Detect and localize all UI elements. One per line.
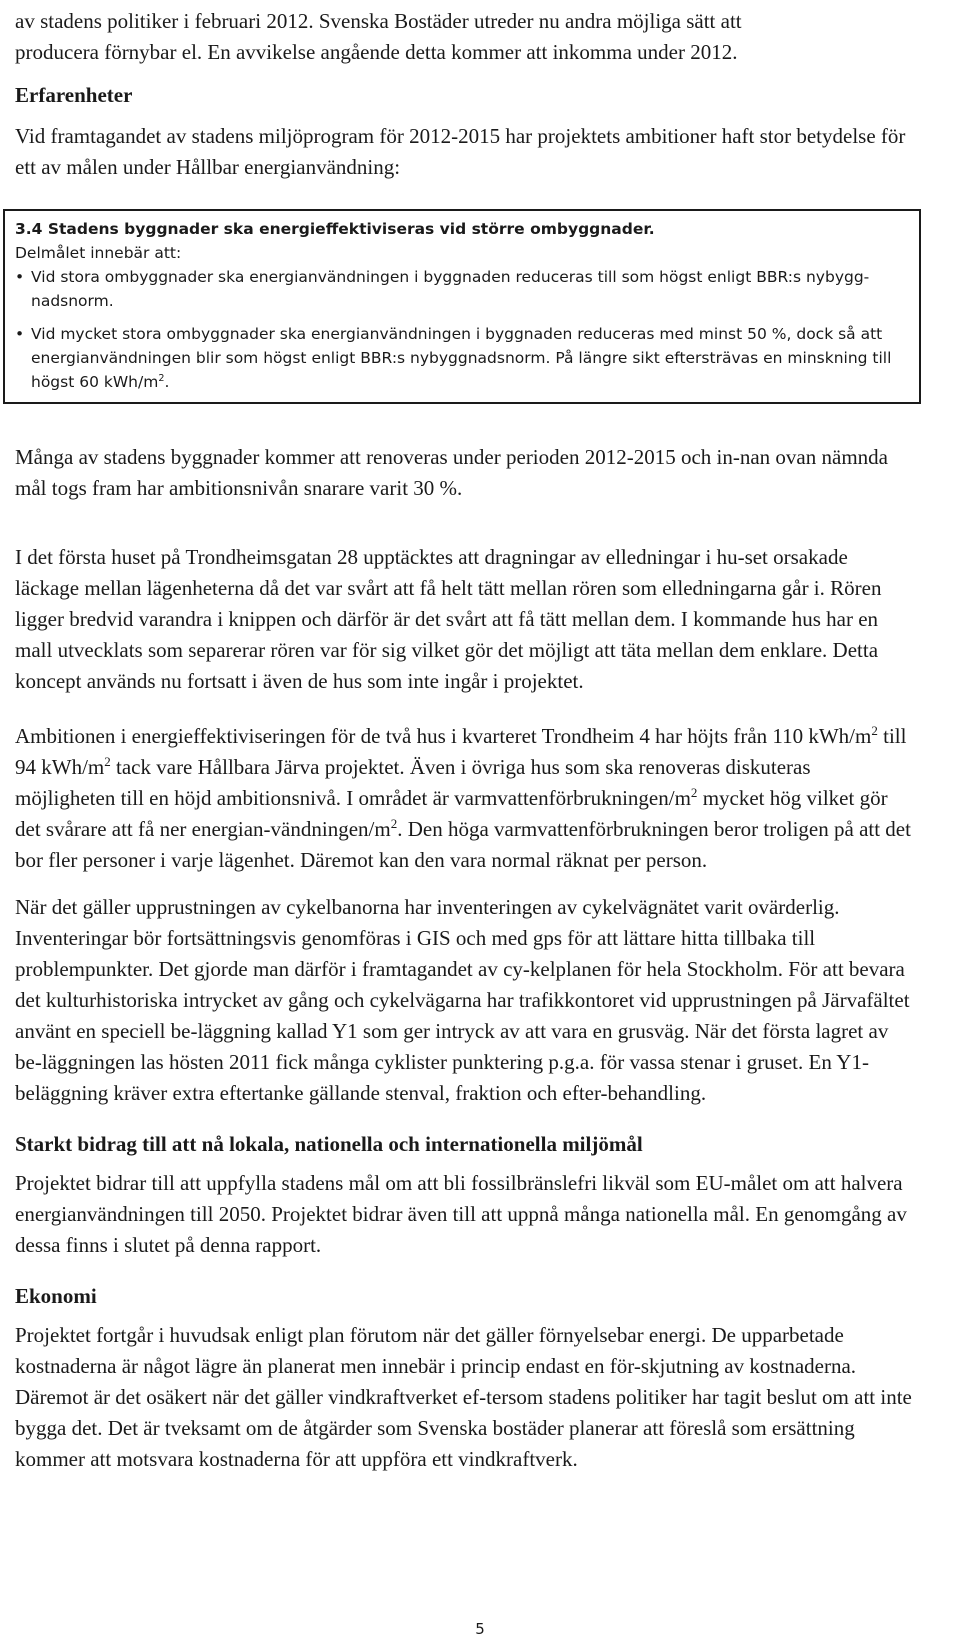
goal-bullet-1 [15, 265, 909, 313]
renovation-paragraph: Många av stadens byggnader kommer att renoveras under perioden 2012-2015 och in-nan ovan nämnda mål togs fram har ambitionsnivån snarare varit 30 %. [15, 445, 888, 500]
goal-bullet-1-text: Vid stora ombyggnader ska energianvändningen i byggnaden reduceras till som högst enligt BBR:s nybygg-nadsnorm. [31, 268, 870, 310]
erfarenheter-heading: Erfarenheter [15, 83, 133, 107]
ambition-text-d: mycket hög vilket gör det svårare att få ner energian-vändningen/m [15, 786, 888, 841]
bidrag-heading: Starkt bidrag till att nå lokala, nationella och internationella miljömål [15, 1132, 643, 1156]
ekonomi-paragraph: Projektet fortgår i huvudsak enligt plan förutom när det gäller förnyelsebar energi. De upparbetade kostnaderna är något lägre än planerat men innebär i princip endast en för-skjutning av kostnaderna. Däremot är det osäkert när det gäller vindkraftverket ef-tersom stadens politiker har tagit beslut om att inte bygga det. Det är tveksamt om de åtgärder som Svenska bostäder planerar att föreslå som ersättning kommer att motsvara kostnaderna för att uppföra ett vindkraftverk. [15, 1323, 912, 1471]
intro-paragraph [15, 0, 915, 68]
ambition-sup-3: 2 [690, 785, 698, 800]
page-number: 5 [475, 1620, 485, 1638]
ambition-text-e: . Den höga varmvattenförbrukningen beror troligen på att det bor fler personer i varje lägenhet. Däremot kan den vara normal räknat per person. [15, 817, 911, 872]
goal-title: 3.4 Stadens byggnader ska energieffektiviseras vid större ombyggnader. [15, 220, 655, 238]
cykel-paragraph: När det gäller upprustningen av cykelbanorna har inventeringen av cykelvägnätet varit ovärderlig. Inventeringar bör fortsättningsvis genomföras i GIS och med gps för att lättare hitta tillbaka till problempunkter. Det gjorde man därför i framtagandet av cy-kelplanen för hela Stockholm. För att bevara det kulturhistoriska intrycket av gång och cykelvägarna har trafikkontoret vid upprustningen på Järvafältet använt en speciell be-läggning kallad Y1 som ger intryck av att vara en grusväg. När det första lagret av be-läggningen las hösten 2011 fick många cyklister punktering p.g.a. för vassa stenar i gruset. En Y1-beläggning kräver extra eftertanke gällande stenval, fraktion och efter-behandling. [15, 895, 910, 1105]
bidrag-paragraph: Projektet bidrar till att uppfylla stadens mål om att bli fossilbränslefri likväl som EU-målet om att halvera energianvändningen till 2050. Projektet bidrar även till att uppnå många nationella mål. En genomgång av dessa finns i slutet på denna rapport. [15, 1171, 907, 1257]
trondheim-paragraph: I det första huset på Trondheimsgatan 28 upptäcktes att dragningar av elledningar i hu-set orsakade läckage mellan lägenheterna då det var svårt att få helt tätt mellan rören som elledningarna går i. Rören ligger bredvid varandra i knippen och därför är det svårt att få tätt mellan dem. I kommande hus har en mall utvecklats som separerar rören var för sig vilket gör det möjligt att täta mellan dem enklare. Detta koncept används nu fortsatt i även de hus som inte ingår i projektet. [15, 545, 882, 693]
goal-intro: Delmålet innebär att: [15, 244, 182, 262]
goal-bullet-2 [15, 322, 909, 394]
ambition-sup-4: 2 [390, 816, 398, 831]
erfarenheter-paragraph: Vid framtagandet av stadens miljöprogram för 2012-2015 har projektets ambitioner haft stor betydelse för ett av målen under Hållbar energianvändning: [15, 124, 906, 179]
goal-box [3, 209, 921, 404]
goal-bullet-2-sup: 2 [158, 372, 165, 384]
ambition-paragraph [15, 721, 915, 876]
ekonomi-heading: Ekonomi [15, 1284, 97, 1308]
goal-bullet-2-end: . [164, 373, 170, 391]
ambition-text-a: Ambitionen i energieffektiviseringen för de två hus i kvarteret Trondheim 4 har höjts från 110 kWh/m [15, 724, 872, 748]
document-page [15, 0, 915, 1475]
ambition-text-b: till 94 kWh/m [15, 724, 907, 779]
ambition-sup-1: 2 [871, 723, 878, 738]
ambition-text-c: tack vare Hållbara Järva projektet. Även i övriga hus som ska renoveras diskuteras möjligheten till en höjd ambitionsnivå. I området är varmvattenförbrukningen/m [15, 755, 811, 810]
goal-bullet-2-text: Vid mycket stora ombyggnader ska energianvändningen i byggnaden reduceras med minst 50 %, dock så att energianvändningen blir som högst enligt BBR:s nybyggnadsnorm. På längre sikt eftersträvas en minskning till högst 60 kWh/m [31, 325, 892, 391]
intro-line-1: av stadens politiker i februari 2012. Svenska Bostäder utreder nu andra möjliga sätt att [15, 9, 742, 33]
ambition-sup-2: 2 [104, 754, 111, 769]
intro-line-2: producera förnybar el. En avvikelse angående detta kommer att inkomma under 2012. [15, 40, 738, 64]
